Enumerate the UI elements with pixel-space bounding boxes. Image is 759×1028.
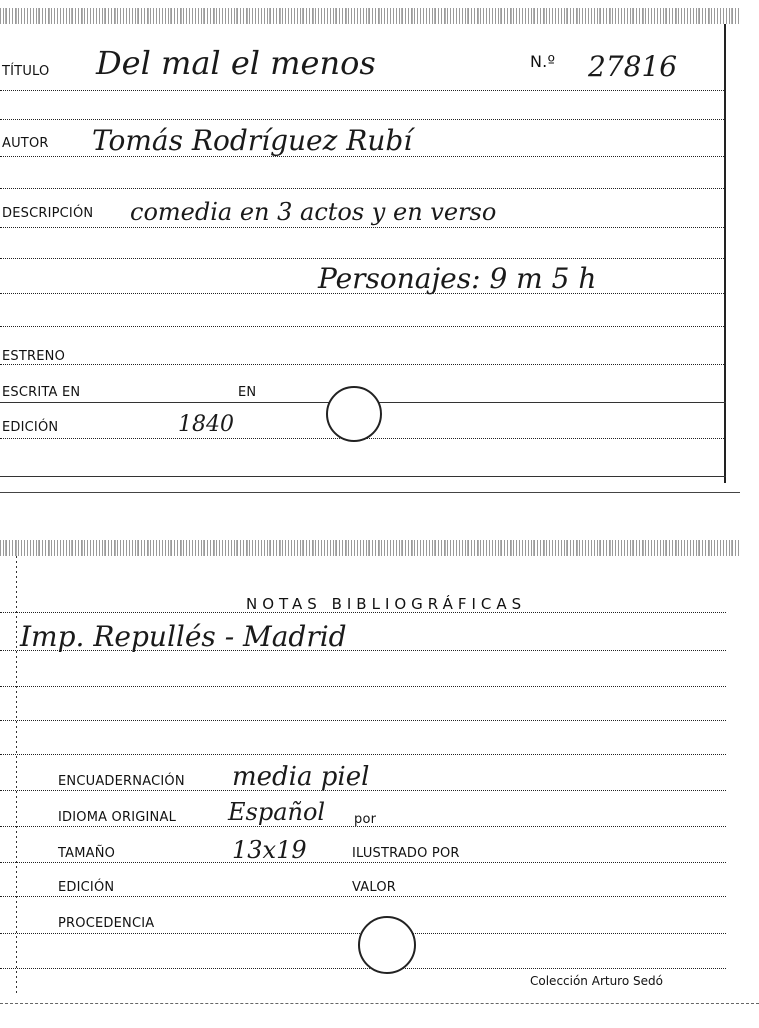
idioma-label: IDIOMA ORIGINAL — [58, 810, 177, 825]
titulo-label: TÍTULO — [2, 64, 50, 79]
encuadernacion-value: media piel — [232, 762, 370, 792]
rule — [0, 896, 726, 897]
rule — [0, 156, 726, 157]
card-torn-edge — [0, 540, 740, 556]
page-bottom-edge — [0, 1003, 759, 1004]
personajes-value: Personajes: 9 m 5 h — [318, 262, 597, 295]
number-label: N.º — [530, 52, 556, 71]
punch-hole — [326, 386, 382, 442]
procedencia-label: PROCEDENCIA — [58, 916, 155, 931]
rule — [0, 686, 726, 687]
rule — [0, 476, 726, 477]
encuadernacion-label: ENCUADERNACIÓN — [58, 774, 185, 789]
tamano-label: TAMAÑO — [58, 846, 116, 861]
ilustrado-label: ILUSTRADO POR — [352, 846, 460, 861]
tamano-value: 13x19 — [232, 836, 307, 864]
catalog-card-back — [0, 540, 740, 995]
rule — [0, 258, 726, 259]
escrita-en-label: ESCRITA EN — [2, 385, 81, 400]
por-label: por — [354, 812, 377, 827]
edicion-label: EDICIÓN — [2, 420, 59, 435]
catalog-card-front — [0, 8, 740, 483]
idioma-value: Español — [228, 798, 326, 826]
number-value: 27816 — [588, 50, 678, 83]
rule — [0, 119, 726, 120]
titulo-value: Del mal el menos — [96, 44, 376, 82]
descripcion-label: DESCRIPCIÓN — [2, 206, 94, 221]
descripcion-value: comedia en 3 actos y en verso — [130, 198, 497, 226]
rule — [0, 90, 726, 91]
card-torn-edge — [0, 8, 740, 24]
autor-label: AUTOR — [2, 136, 49, 151]
rule — [0, 968, 726, 969]
estreno-label: ESTRENO — [2, 349, 66, 364]
rule — [0, 720, 726, 721]
card-divider — [0, 492, 740, 493]
notes-value: Imp. Repullés - Madrid — [20, 620, 347, 653]
rule — [0, 364, 726, 365]
punch-hole — [358, 916, 416, 974]
rule — [0, 790, 726, 791]
rule — [0, 862, 726, 863]
card-left-border — [16, 556, 17, 995]
rule — [0, 188, 726, 189]
rule — [0, 326, 726, 327]
rule — [0, 754, 726, 755]
rule — [0, 826, 726, 827]
rule — [0, 227, 726, 228]
valor-label: VALOR — [352, 880, 396, 895]
collection-footer: Colección Arturo Sedó — [530, 974, 663, 988]
rule — [0, 650, 726, 651]
autor-value: Tomás Rodríguez Rubí — [92, 124, 413, 157]
notas-heading: NOTAS BIBLIOGRÁFICAS — [246, 595, 527, 613]
edicion-label: EDICIÓN — [58, 880, 115, 895]
edicion-value: 1840 — [178, 412, 234, 437]
en-label: EN — [238, 385, 257, 400]
rule — [0, 612, 726, 613]
rule — [0, 293, 726, 294]
card-right-border — [724, 24, 726, 483]
